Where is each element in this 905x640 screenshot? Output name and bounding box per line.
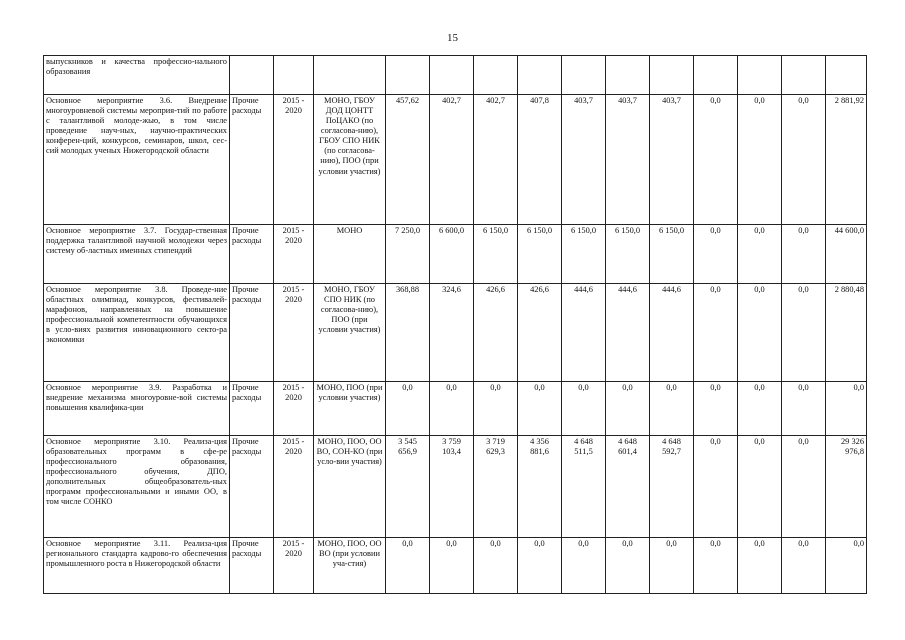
funding-value-cell: [430, 56, 474, 95]
funding-value-cell: 3 719 629,3: [474, 436, 518, 538]
funding-value-cell: 0,0: [694, 538, 738, 594]
funding-value-cell: 6 150,0: [650, 225, 694, 284]
funding-value-cell: 402,7: [430, 95, 474, 225]
executor-cell: [314, 56, 386, 95]
funding-value-cell: 402,7: [474, 95, 518, 225]
funding-value-cell: 0,0: [738, 225, 782, 284]
budget-table: [43, 55, 867, 594]
funding-value-cell: 0,0: [650, 382, 694, 436]
period-cell: 2015 - 2020: [274, 436, 314, 538]
funding-value-cell: 426,6: [518, 284, 562, 382]
funding-value-cell: 0,0: [606, 538, 650, 594]
funding-value-cell: [738, 56, 782, 95]
activity-name-cell: Основное мероприятие 3.7. Государ-ственная поддержка талантливой научной молодежи через систему об-ластных именных стипендий: [44, 225, 230, 284]
funding-value-cell: 0,0: [430, 382, 474, 436]
table-row: [44, 436, 867, 538]
table-row: [44, 538, 867, 594]
expense-type-cell: Прочие расходы: [230, 225, 274, 284]
funding-value-cell: 0,0: [562, 538, 606, 594]
expense-type-cell: Прочие расходы: [230, 538, 274, 594]
funding-value-cell: 0,0: [782, 538, 826, 594]
total-cell: [826, 56, 867, 95]
expense-type-cell: Прочие расходы: [230, 436, 274, 538]
funding-value-cell: 4 648 592,7: [650, 436, 694, 538]
activity-name-cell: выпускников и качества профессио-нального образования: [44, 56, 230, 95]
expense-type-cell: Прочие расходы: [230, 284, 274, 382]
expense-type-cell: Прочие расходы: [230, 95, 274, 225]
period-cell: 2015 - 2020: [274, 382, 314, 436]
funding-value-cell: 6 150,0: [562, 225, 606, 284]
period-cell: 2015 - 2020: [274, 225, 314, 284]
funding-value-cell: 0,0: [518, 382, 562, 436]
funding-value-cell: 0,0: [606, 382, 650, 436]
funding-value-cell: 0,0: [650, 538, 694, 594]
total-cell: 2 880,48: [826, 284, 867, 382]
executor-cell: МОНО, ПОО, ОО ВО, СОН-КО (при усло-вии участия): [314, 436, 386, 538]
executor-cell: МОНО, ПОО (при условии участия): [314, 382, 386, 436]
funding-value-cell: 7 250,0: [386, 225, 430, 284]
table-row: [44, 56, 867, 95]
funding-value-cell: 0,0: [694, 225, 738, 284]
funding-value-cell: [782, 56, 826, 95]
funding-value-cell: 324,6: [430, 284, 474, 382]
funding-value-cell: 3 759 103,4: [430, 436, 474, 538]
funding-value-cell: 426,6: [474, 284, 518, 382]
executor-cell: МОНО, ГБОУ ДОД ЦОНТТ ПоЦАКО (по согласова-нию), ГБОУ СПО НИК (по согласова-нию), ПОО (при условии участия): [314, 95, 386, 225]
funding-value-cell: 407,8: [518, 95, 562, 225]
activity-name-cell: Основное мероприятие 3.9. Разработка и внедрение механизма многоуровне-вой системы повышения квалифика-ции: [44, 382, 230, 436]
funding-value-cell: 0,0: [738, 382, 782, 436]
executor-cell: МОНО, ПОО, ОО ВО (при условии уча-стия): [314, 538, 386, 594]
funding-value-cell: 403,7: [606, 95, 650, 225]
funding-value-cell: 444,6: [650, 284, 694, 382]
table-row: [44, 225, 867, 284]
funding-value-cell: 3 545 656,9: [386, 436, 430, 538]
funding-value-cell: [518, 56, 562, 95]
funding-value-cell: 0,0: [782, 284, 826, 382]
table-row: [44, 95, 867, 225]
period-cell: [274, 56, 314, 95]
funding-value-cell: 403,7: [650, 95, 694, 225]
funding-value-cell: 6 150,0: [474, 225, 518, 284]
funding-value-cell: [650, 56, 694, 95]
funding-value-cell: 0,0: [474, 382, 518, 436]
funding-value-cell: 0,0: [518, 538, 562, 594]
funding-value-cell: 0,0: [386, 538, 430, 594]
funding-value-cell: 0,0: [694, 436, 738, 538]
funding-value-cell: [562, 56, 606, 95]
funding-value-cell: 0,0: [782, 95, 826, 225]
funding-value-cell: 403,7: [562, 95, 606, 225]
total-cell: 2 881,92: [826, 95, 867, 225]
funding-value-cell: 0,0: [562, 382, 606, 436]
funding-value-cell: 368,88: [386, 284, 430, 382]
executor-cell: МОНО, ГБОУ СПО НИК (по согласова-нию), ПОО (при условии участия): [314, 284, 386, 382]
period-cell: 2015 - 2020: [274, 538, 314, 594]
table-row: [44, 382, 867, 436]
executor-cell: МОНО: [314, 225, 386, 284]
funding-value-cell: 444,6: [562, 284, 606, 382]
funding-value-cell: 0,0: [738, 284, 782, 382]
funding-value-cell: 0,0: [430, 538, 474, 594]
activity-name-cell: Основное мероприятие 3.11. Реализа-ция регионального стандарта кадрово-го обеспечения промышленного роста в Нижегородской области: [44, 538, 230, 594]
funding-value-cell: [606, 56, 650, 95]
funding-value-cell: 444,6: [606, 284, 650, 382]
funding-value-cell: 0,0: [694, 95, 738, 225]
total-cell: 0,0: [826, 382, 867, 436]
funding-value-cell: 0,0: [474, 538, 518, 594]
expense-type-cell: Прочие расходы: [230, 382, 274, 436]
page-number: 15: [447, 32, 458, 44]
period-cell: 2015 - 2020: [274, 95, 314, 225]
table-row: [44, 284, 867, 382]
funding-value-cell: 0,0: [738, 95, 782, 225]
funding-value-cell: 0,0: [782, 225, 826, 284]
activity-name-cell: Основное мероприятие 3.6. Внедрение многоуровневой системы мероприя-тий по работе с талантливой молоде-жью, в том числе проведение науч-ных, научно-практических конферен-ций, конкурсов, семинаров, школ, сес-сий молодых ученых Нижегородской области: [44, 95, 230, 225]
funding-value-cell: 4 356 881,6: [518, 436, 562, 538]
expense-type-cell: [230, 56, 274, 95]
funding-value-cell: 0,0: [738, 538, 782, 594]
funding-value-cell: 457,62: [386, 95, 430, 225]
funding-value-cell: 0,0: [782, 436, 826, 538]
funding-value-cell: [474, 56, 518, 95]
funding-value-cell: 6 150,0: [606, 225, 650, 284]
funding-value-cell: 0,0: [694, 284, 738, 382]
funding-value-cell: [694, 56, 738, 95]
funding-value-cell: 0,0: [738, 436, 782, 538]
funding-value-cell: 0,0: [694, 382, 738, 436]
period-cell: 2015 - 2020: [274, 284, 314, 382]
funding-value-cell: 4 648 601,4: [606, 436, 650, 538]
activity-name-cell: Основное мероприятие 3.8. Проведе-ние областных олимпиад, конкурсов, фестивалей-марафонов, направленных на повышение профессиональной компетентности обучающихся в усло-виях развития инновационного секто-ра экономики: [44, 284, 230, 382]
funding-value-cell: 0,0: [782, 382, 826, 436]
funding-value-cell: 6 600,0: [430, 225, 474, 284]
funding-value-cell: [386, 56, 430, 95]
funding-value-cell: 4 648 511,5: [562, 436, 606, 538]
funding-value-cell: 6 150,0: [518, 225, 562, 284]
activity-name-cell: Основное мероприятие 3.10. Реализа-ция образовательных программ в сфе-ре профессионального образования, профессионального обучения, ДПО, дополнительных общеобразователь-ных программ профессиональными и иными ОО, в том числе СОНКО: [44, 436, 230, 538]
total-cell: 29 326 976,8: [826, 436, 867, 538]
total-cell: 0,0: [826, 538, 867, 594]
funding-value-cell: 0,0: [386, 382, 430, 436]
total-cell: 44 600,0: [826, 225, 867, 284]
